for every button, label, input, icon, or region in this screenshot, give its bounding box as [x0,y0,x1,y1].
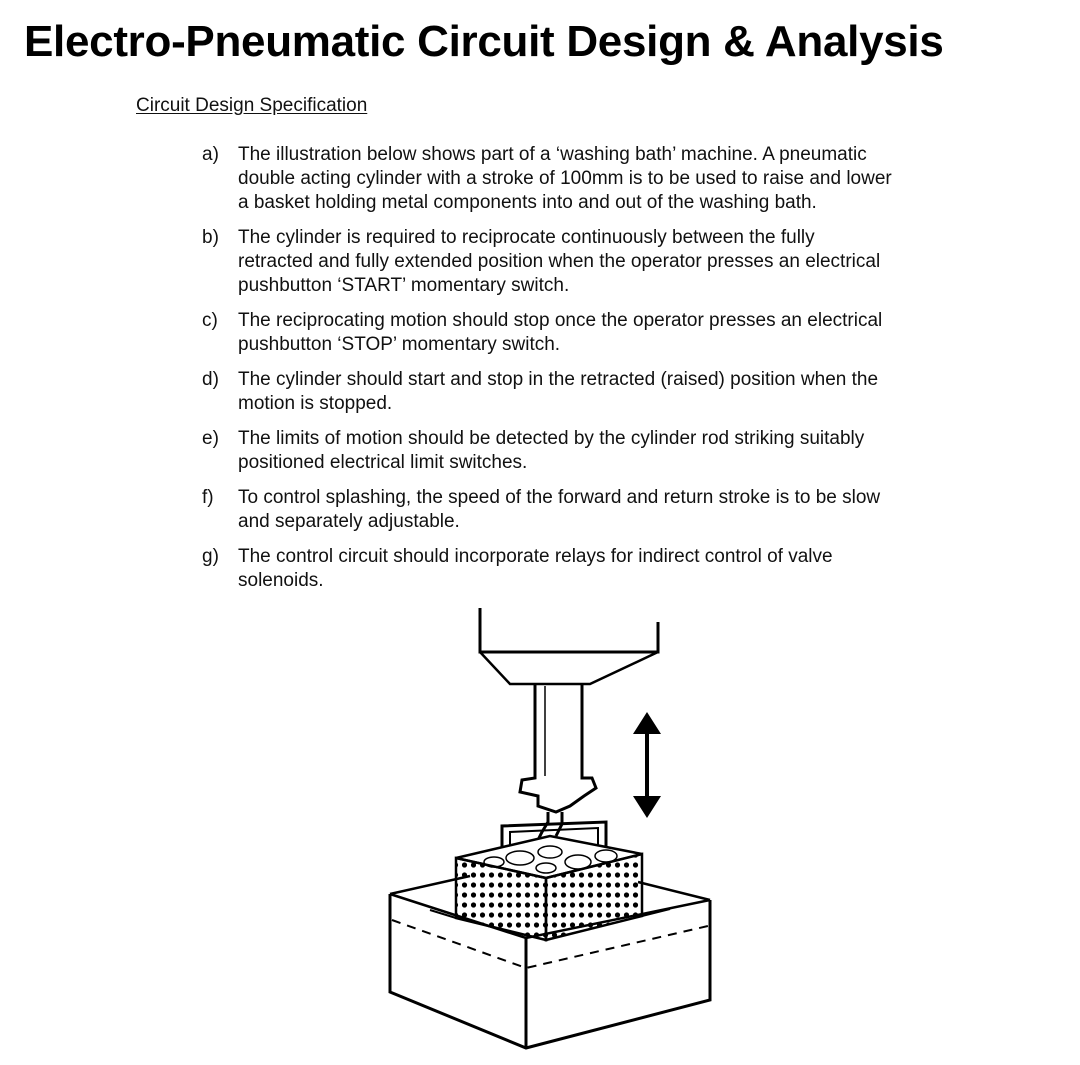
spec-item-text: To control splashing, the speed of the forward and return stroke is to be slow and separately adjustable. [238,487,881,532]
cylinder-icon [480,608,658,840]
spec-item-letter: c) [202,310,218,331]
spec-item-letter: d) [202,369,219,390]
spec-item-g [196,545,986,593]
spec-item-d [196,368,986,416]
spec-item-c [196,309,986,357]
spec-item-e [196,427,986,475]
spec-item-text: The reciprocating motion should stop once the operator presses an electrical pushbutton ‘STOP’ momentary switch. [238,310,883,355]
spec-item-text: The cylinder is required to reciprocate continuously between the fully retracted and fully extended position when the operator presses an electrical pushbutton ‘START’ momentary switch. [238,227,881,296]
spec-item-letter: e) [202,428,219,449]
spec-item-letter: f) [202,487,214,508]
spec-item-text: The cylinder should start and stop in the retracted (raised) position when the motion is stopped. [238,369,879,414]
spec-item-text: The limits of motion should be detected by the cylinder rod striking suitably positioned electrical limit switches. [238,428,865,473]
spec-item-text: The illustration below shows part of a ‘washing bath’ machine. A pneumatic double acting cylinder with a stroke of 100mm is to be used to raise and lower a basket holding metal components into and out of the washing bath. [238,144,892,213]
spec-item-letter: b) [202,227,219,248]
spec-list [196,143,986,604]
spec-item-letter: g) [202,546,219,567]
basket-icon [456,822,642,940]
up-down-arrow-icon [633,712,661,818]
washing-bath-svg [370,600,730,1060]
page-title: Electro-Pneumatic Circuit Design & Analysis [24,17,944,66]
spec-item-b [196,226,986,298]
washing-bath-illustration [370,600,730,1060]
spec-heading: Circuit Design Specification [136,95,368,116]
spec-item-text: The control circuit should incorporate relays for indirect control of valve solenoids. [238,546,833,591]
spec-item-f [196,486,986,534]
spec-item-letter: a) [202,144,219,165]
spec-item-a [196,143,986,215]
